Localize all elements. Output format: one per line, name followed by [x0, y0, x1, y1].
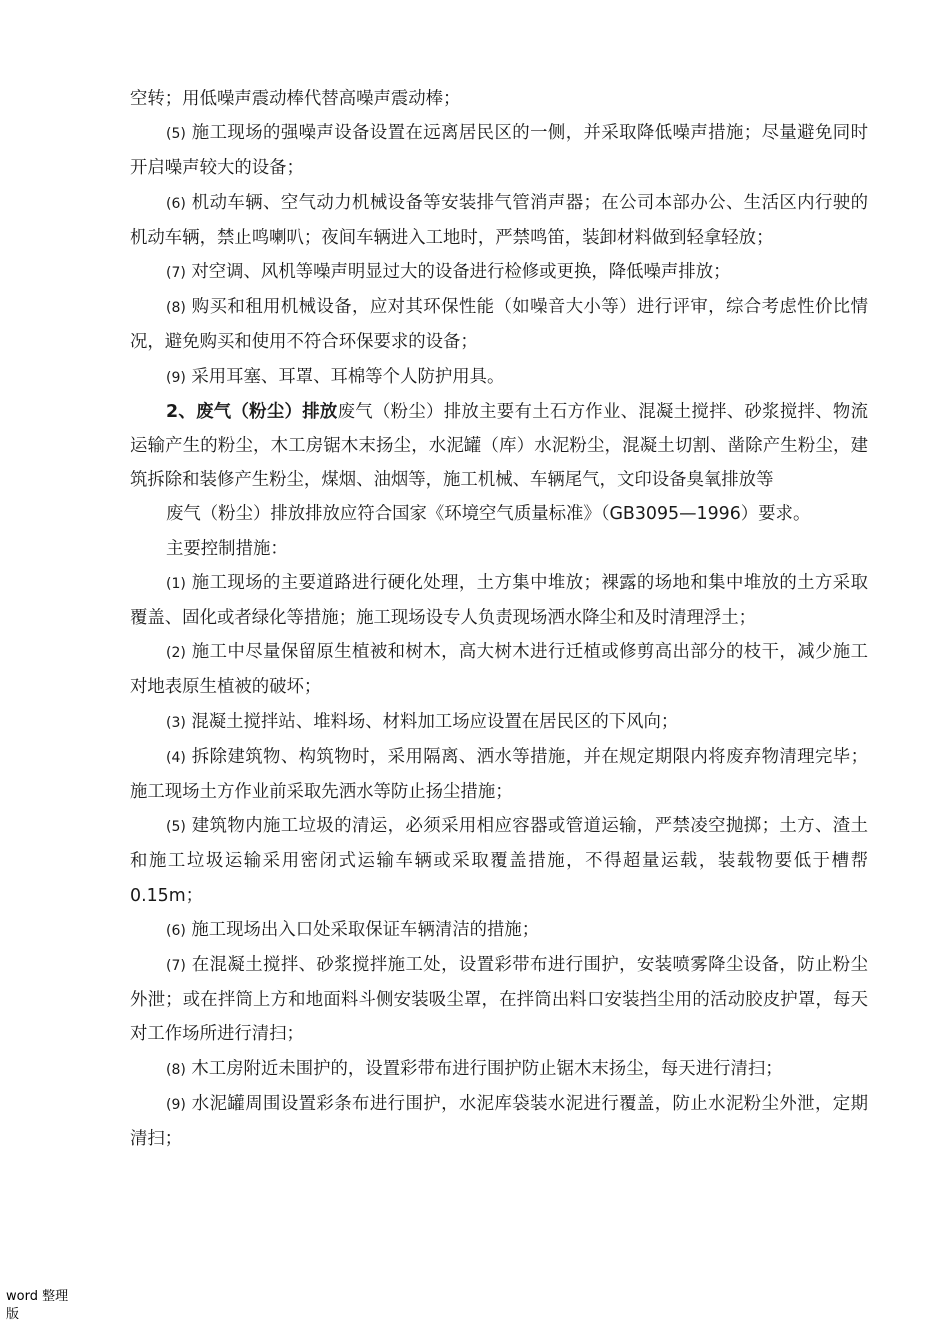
paragraph — [130, 913, 868, 948]
list-number: (7) — [166, 265, 186, 282]
paragraph-text: 施工现场出入口处采取保证车辆清洁的措施； — [185, 919, 540, 940]
paragraph — [130, 948, 868, 1052]
paragraph — [130, 497, 868, 531]
paragraph-text: 空转；用低噪声震动棒代替高噪声震动棒； — [130, 89, 461, 109]
paragraph-text: 混凝土搅拌站、堆料场、材料加工场应设置在居民区的下风向； — [185, 711, 679, 732]
paragraph-text: 水泥罐周围设置彩条布进行围护，水泥库袋装水泥进行覆盖，防止水泥粉尘外泄，定期清扫； — [130, 1093, 868, 1150]
paragraph — [130, 809, 868, 913]
paragraph-text: 施工现场的主要道路进行硬化处理，土方集中堆放；裸露的场地和集中堆放的土方采取覆盖、固化或者绿化等措施；施工现场设专人负责现场洒水降尘和及时清理浮土； — [130, 572, 868, 629]
paragraph-text: 施工现场的强噪声设备设置在远离居民区的一侧，并采取降低噪声措施；尽量避免同时开启噪声较大的设备； — [130, 123, 868, 179]
footer-watermark: word 整理版 — [6, 1289, 69, 1322]
paragraph — [130, 635, 868, 704]
paragraph-text: 主要控制措施： — [166, 538, 288, 559]
paragraph — [130, 290, 868, 359]
paragraph-text: 采用耳塞、耳罩、耳棉等个人防护用具。 — [185, 366, 505, 387]
list-number: (9) — [166, 1096, 186, 1113]
list-number: (2) — [166, 645, 186, 662]
paragraph-text: 对空调、风机等噪声明显过大的设备进行检修或更换，降低噪声排放； — [185, 262, 731, 283]
paragraph — [130, 255, 868, 290]
paragraph-text: 购买和租用机械设备，应对其环保性能（如噪音大小等）进行评审，综合考虑性价比情况，避免购买和使用不符合环保要求的设备； — [130, 297, 868, 353]
paragraph — [130, 1052, 868, 1087]
list-number: (6) — [166, 195, 186, 212]
paragraph — [130, 566, 868, 635]
list-number: (4) — [166, 749, 186, 766]
paragraph — [130, 1087, 868, 1156]
paragraph — [130, 116, 868, 185]
paragraph — [130, 705, 868, 740]
paragraph — [130, 186, 868, 255]
paragraph-text: 废气（粉尘）排放排放应符合国家《环境空气质量标准》（GB3095—1996）要求。 — [166, 504, 811, 525]
section-heading: 2、废气（粉尘）排放 — [166, 401, 338, 422]
paragraph-text: 拆除建筑物、构筑物时，采用隔离、洒水等措施，并在规定期限内将废弃物清理完毕；施工现场土方作业前采取先洒水等防止扬尘措施； — [130, 746, 868, 803]
list-number: (6) — [166, 922, 186, 939]
paragraph — [130, 740, 868, 809]
list-number: (7) — [166, 958, 186, 975]
paragraph-text: 在混凝土搅拌、砂浆搅拌施工处，设置彩带布进行围护，安装喷雾降尘设备，防止粉尘外泄；或在拌筒上方和地面料斗侧安装吸尘罩，在拌筒出料口安装挡尘用的活动胶皮护罩，每天对工作场所进行清扫； — [130, 955, 868, 1045]
paragraph-text: 废气（粉尘）排放主要有土石方作业、混凝土搅拌、砂浆搅拌、物流运输产生的粉尘，木工房锯木末扬尘，水泥罐（库）水泥粉尘，混凝土切割、凿除产生粉尘，建筑拆除和装修产生粉尘，煤烟、油烟等，施工机械、车辆尾气，文印设备臭氧排放等 — [130, 401, 868, 491]
list-number: (9) — [166, 369, 186, 386]
paragraph-text: 机动车辆、空气动力机械设备等安装排气管消声器；在公司本部办公、生活区内行驶的机动车辆，禁止鸣喇叭；夜间车辆进入工地时，严禁鸣笛，装卸材料做到轻拿轻放； — [130, 192, 868, 248]
paragraph-text: 木工房附近未围护的，设置彩带布进行围护防止锯木末扬尘，每天进行清扫； — [185, 1058, 783, 1079]
list-number: (3) — [166, 714, 186, 731]
list-number: (1) — [166, 575, 186, 592]
document-body — [130, 82, 868, 1156]
paragraph-text: 建筑物内施工垃圾的清运，必须采用相应容器或管道运输，严禁凌空抛掷；土方、渣土和施工垃圾运输采用密闭式运输车辆或采取覆盖措施，不得超量运载，装载物要低于槽帮 0.15m； — [130, 816, 868, 906]
list-number: (5) — [166, 126, 186, 143]
list-number: (8) — [166, 300, 186, 317]
paragraph-text: 施工中尽量保留原生植被和树木，高大树木进行迁植或修剪高出部分的枝干，减少施工对地表原生植被的破坏； — [130, 642, 868, 698]
list-number: (5) — [166, 819, 186, 836]
paragraph — [130, 82, 868, 116]
paragraph — [130, 360, 868, 395]
paragraph — [130, 532, 868, 566]
paragraph — [130, 395, 868, 498]
list-number: (8) — [166, 1061, 186, 1078]
